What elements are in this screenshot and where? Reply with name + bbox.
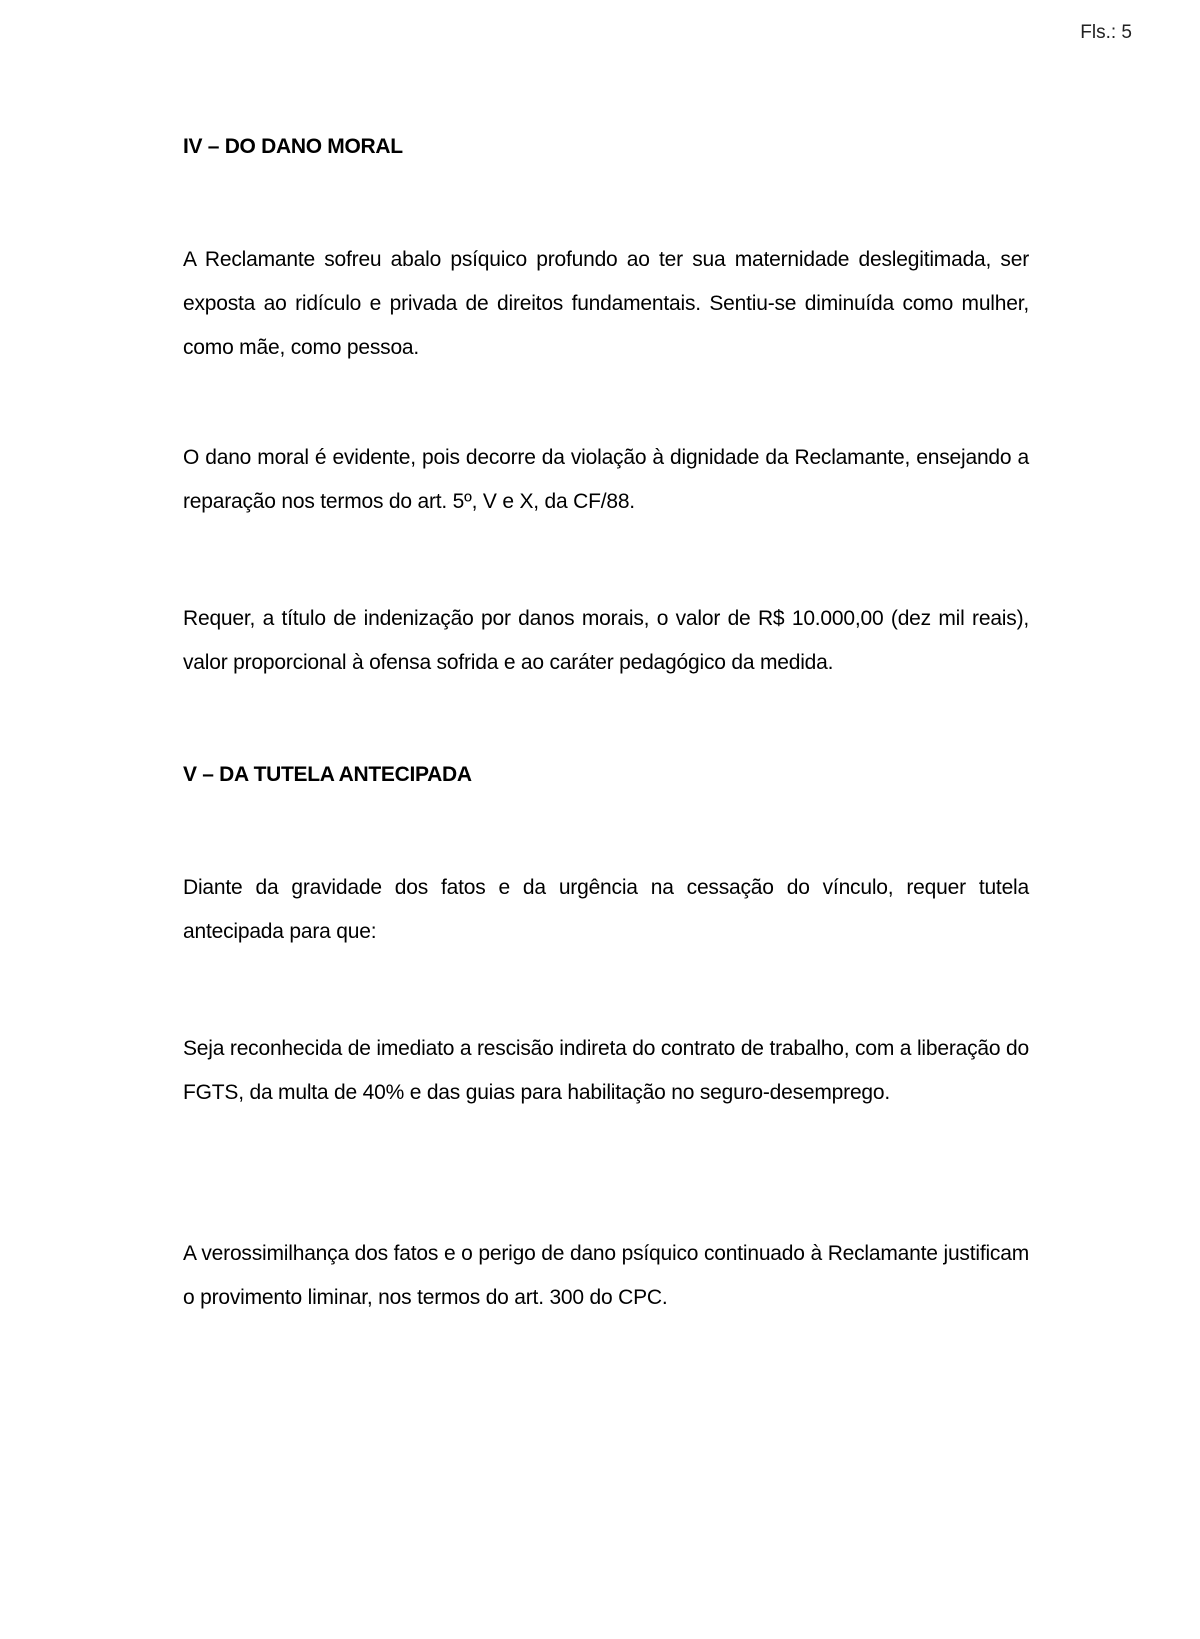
paragraph-valor-indenizacao: Requer, a título de indenização por danos morais, o valor de R$ 10.000,00 (dez mil reais), valor proporcional à ofensa sofrida e ao caráter pedagógico da medida. — [183, 607, 1029, 674]
paragraph-dano-moral-evidente: O dano moral é evidente, pois decorre da violação à dignidade da Reclamante, ensejando a reparação nos termos do art. 5º, V e X, da CF/88. — [183, 446, 1029, 513]
paragraph-verossimilhanca: A verossimilhança dos fatos e o perigo de dano psíquico continuado à Reclamante justificam o provimento liminar, nos termos do art. 300 do CPC. — [183, 1242, 1029, 1309]
section-heading-tutela-antecipada: V – DA TUTELA ANTECIPADA — [183, 763, 472, 786]
section-heading-dano-moral: IV – DO DANO MORAL — [183, 135, 403, 158]
paragraph-requer-tutela: Diante da gravidade dos fatos e da urgência na cessação do vínculo, requer tutela antecipada para que: — [183, 876, 1029, 943]
paragraph-abalo-psiquico: A Reclamante sofreu abalo psíquico profundo ao ter sua maternidade deslegitimada, ser exposta ao ridículo e privada de direitos fundamentais. Sentiu-se diminuída como mulher, como mãe, como pessoa. — [183, 248, 1029, 359]
page-folio: Fls.: 5 — [1080, 22, 1132, 43]
paragraph-rescisao-indireta: Seja reconhecida de imediato a rescisão indireta do contrato de trabalho, com a liberação do FGTS, da multa de 40% e das guias para habilitação no seguro-desemprego. — [183, 1037, 1029, 1104]
